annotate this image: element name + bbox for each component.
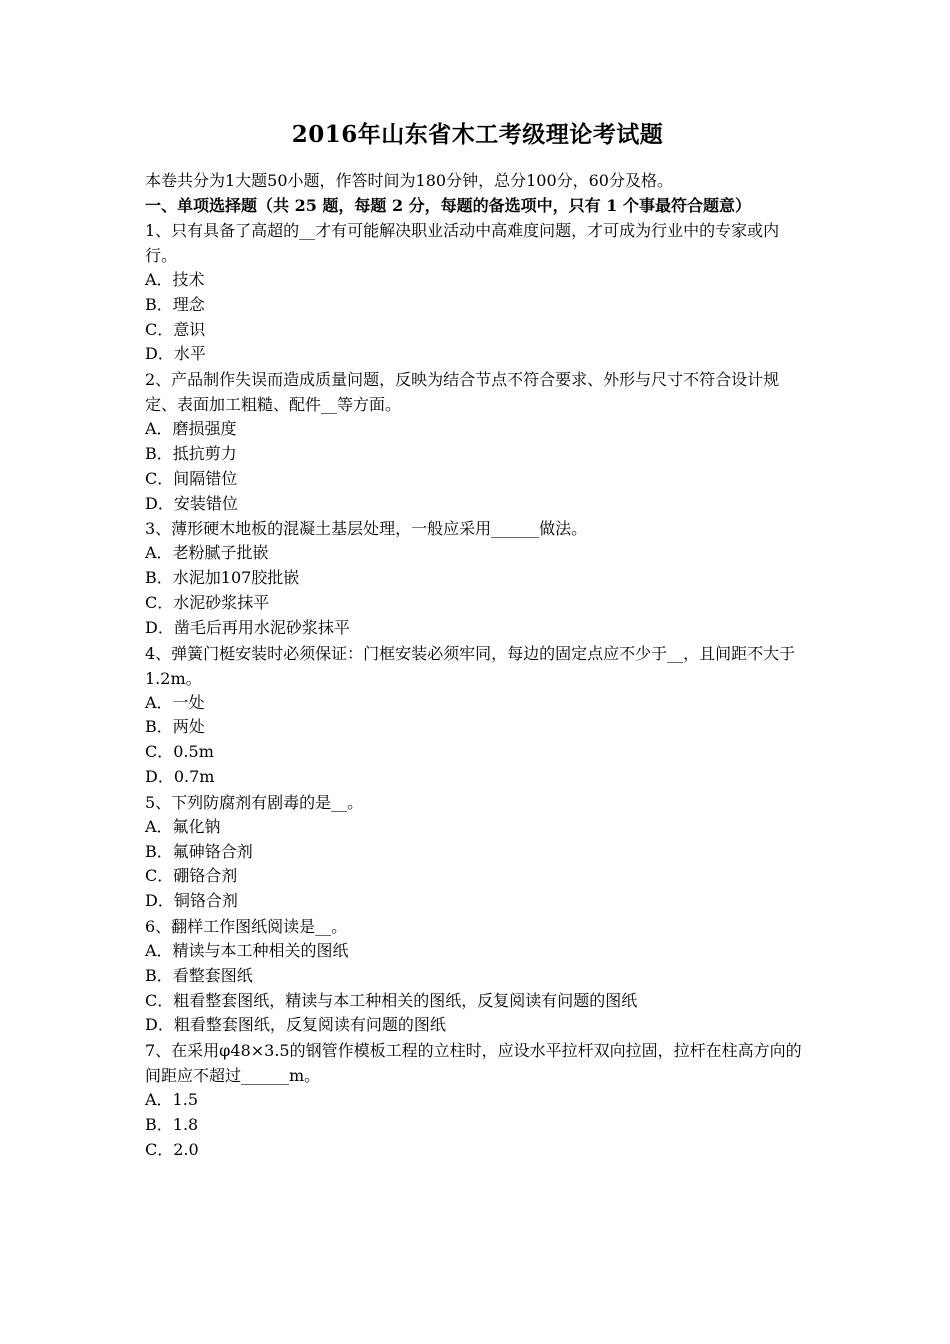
- answer-option: B．1.8: [145, 1114, 199, 1134]
- question-item: [145, 516, 810, 640]
- question-stem: 6、翻样工作图纸阅读是__。: [145, 916, 348, 936]
- answer-option: C．间隔错位: [145, 468, 238, 488]
- section-heading: 一、单项选择题（共 25 题，每题 2 分，每题的备选项中，只有 1 个事最符合题意）: [145, 196, 751, 215]
- answer-option: A．磨损强度: [145, 419, 237, 439]
- answer-option: C．粗看整套图纸，精读与本工种相关的图纸，反复阅读有问题的图纸: [145, 990, 638, 1010]
- answer-option: B．看整套图纸: [145, 965, 253, 985]
- question-list: [145, 218, 810, 1163]
- question-item: [145, 218, 810, 367]
- answer-option: B．抵抗剪力: [145, 443, 237, 463]
- answer-option: B．理念: [145, 294, 205, 314]
- question-stem: 5、下列防腐剂有剧毒的是__。: [145, 792, 364, 812]
- document-page: [145, 118, 810, 1163]
- answer-option: A．1.5: [145, 1090, 199, 1110]
- answer-option: C．水泥砂浆抹平: [145, 592, 270, 612]
- answer-option: D．水平: [145, 344, 206, 364]
- question-item: [145, 367, 810, 516]
- answer-option: C．2.0: [145, 1139, 199, 1159]
- answer-option: D．铜铬合剂: [145, 891, 238, 911]
- answer-option: A．精读与本工种相关的图纸: [145, 940, 349, 960]
- answer-option: A．氟化钠: [145, 816, 221, 836]
- answer-option: C．硼铬合剂: [145, 866, 238, 886]
- answer-option: D．0.7m: [145, 766, 215, 786]
- question-stem: 1、只有具备了高超的__才有可能解决职业活动中高难度问题，才可成为行业中的专家或内行。: [145, 221, 780, 265]
- question-stem: 7、在采用φ48×3.5的钢管作模板工程的立柱时，应设水平拉杆双向拉固，拉杆在柱高方向的间距应不超过______m。: [145, 1041, 802, 1086]
- document-title: 2016年山东省木工考级理论考试题: [291, 121, 664, 148]
- question-stem: 2、产品制作失误而造成质量问题，反映为结合节点不符合要求、外形与尺寸不符合设计规定、表面加工粗糙、配件__等方面。: [145, 370, 780, 415]
- answer-option: D．粗看整套图纸，反复阅读有问题的图纸: [145, 1015, 446, 1035]
- answer-option: D．凿毛后再用水泥砂浆抹平: [145, 617, 350, 637]
- answer-option: D．安装错位: [145, 493, 238, 513]
- question-item: [145, 1038, 810, 1162]
- answer-option: B．水泥加107胶批嵌: [145, 568, 300, 588]
- answer-option: A．老粉腻子批嵌: [145, 543, 269, 563]
- question-item: [145, 641, 810, 790]
- answer-option: A．一处: [145, 692, 205, 712]
- answer-option: B．氟砷铬合剂: [145, 841, 253, 861]
- question-stem: 3、薄形硬木地板的混凝土基层处理，一般应采用______做法。: [145, 519, 588, 539]
- answer-option: C．意识: [145, 319, 206, 339]
- answer-option: B．两处: [145, 717, 205, 737]
- question-item: [145, 914, 810, 1038]
- question-stem: 4、弹簧门梃安装时必须保证：门框安装必须牢同，每边的固定点应不少于__，且间距不大于1.2m。: [145, 643, 796, 688]
- question-item: [145, 790, 810, 914]
- answer-option: C．0.5m: [145, 742, 214, 762]
- exam-intro: 本卷共分为1大题50小题，作答时间为180分钟，总分100分，60分及格。: [145, 171, 673, 190]
- answer-option: A．技术: [145, 270, 205, 289]
